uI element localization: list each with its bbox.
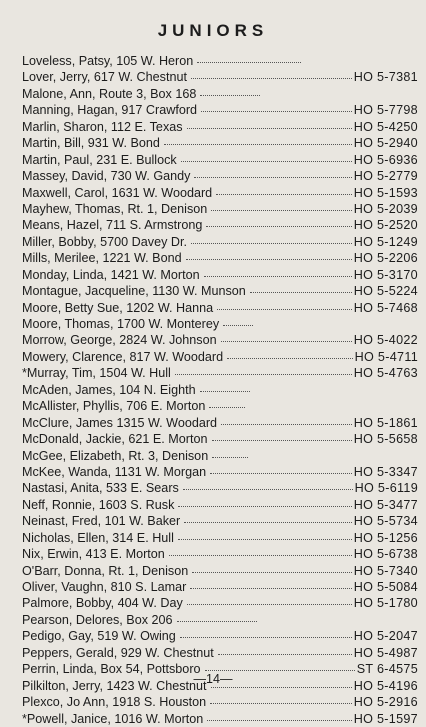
student-name-address: Pedigo, Gay, 519 W. Owing xyxy=(22,629,176,644)
phone-number: HO 5-4763 xyxy=(353,366,418,381)
phone-number: HO 5-7340 xyxy=(353,563,418,578)
dot-leader xyxy=(212,456,248,458)
student-name-address: *Powell, Janice, 1016 W. Morton xyxy=(22,711,204,726)
dot-leader xyxy=(212,439,352,441)
list-item xyxy=(22,546,418,562)
student-name-address: Loveless, Patsy, 105 W. Heron xyxy=(22,54,194,68)
student-name-address: *Murray, Tim, 1504 W. Hull xyxy=(22,366,171,381)
list-item xyxy=(22,283,418,299)
list-item xyxy=(22,365,418,381)
student-name-address: Miller, Bobby, 5700 Davey Dr. xyxy=(22,234,187,249)
list-item xyxy=(22,694,418,710)
student-name-address: Pilkilton, Jerry, 1423 W. Chestnut xyxy=(22,678,207,693)
student-name-address: Montague, Jacqueline, 1130 W. Munson xyxy=(22,284,246,299)
student-name-address: Palmore, Bobby, 404 W. Day xyxy=(22,596,183,611)
dot-leader xyxy=(183,488,353,490)
list-item xyxy=(22,480,418,496)
student-name-address: McKee, Wanda, 1131 W. Morgan xyxy=(22,464,207,479)
dot-leader xyxy=(221,423,352,425)
dot-leader xyxy=(197,61,301,63)
student-name-address: McGee, Elizabeth, Rt. 3, Denison xyxy=(22,448,209,463)
list-item xyxy=(22,217,418,233)
phone-number: HO 5-1249 xyxy=(353,234,418,249)
page-number: —14— xyxy=(193,672,233,686)
phone-number: HO 5-6738 xyxy=(353,547,418,562)
dot-leader xyxy=(250,291,352,293)
phone-number: HO 5-1593 xyxy=(353,185,418,200)
student-name-address: Neinast, Fred, 101 W. Baker xyxy=(22,514,181,529)
dot-leader xyxy=(192,571,351,573)
list-item xyxy=(22,579,418,595)
list-item xyxy=(22,135,418,151)
dot-leader xyxy=(217,308,352,310)
student-name-address: Mowery, Clarence, 817 W. Woodard xyxy=(22,349,224,364)
phone-number: HO 5-7468 xyxy=(353,300,418,315)
phone-number: HO 5-3170 xyxy=(353,267,418,282)
phone-number: HO 5-2916 xyxy=(353,695,418,710)
dot-leader xyxy=(204,275,352,277)
phone-number: HO 5-7381 xyxy=(353,70,418,85)
student-name-address: McClure, James 1315 W. Woodard xyxy=(22,415,218,430)
student-name-address: Means, Hazel, 711 S. Armstrong xyxy=(22,218,203,233)
list-item xyxy=(22,102,418,118)
dot-leader xyxy=(169,554,352,556)
student-name-address: O'Barr, Donna, Rt. 1, Denison xyxy=(22,563,189,578)
phone-number: HO 5-4196 xyxy=(353,678,418,693)
list-item xyxy=(22,563,418,579)
student-name-address: Plexco, Jo Ann, 1918 S. Houston xyxy=(22,695,207,710)
list-item xyxy=(22,645,418,661)
dot-leader xyxy=(180,636,352,638)
dot-leader xyxy=(200,94,260,96)
phone-number: HO 5-1861 xyxy=(353,415,418,430)
list-item xyxy=(22,431,418,447)
phone-number: HO 5-5658 xyxy=(353,432,418,447)
list-item xyxy=(22,513,418,529)
phone-number: HO 5-2940 xyxy=(353,136,418,151)
student-name-address: Peppers, Gerald, 929 W. Chestnut xyxy=(22,645,214,660)
list-item xyxy=(22,185,418,201)
dot-leader xyxy=(216,193,352,195)
list-item xyxy=(22,250,418,266)
phone-number: HO 5-5734 xyxy=(353,514,418,529)
student-name-address: Oliver, Vaughn, 810 S. Lamar xyxy=(22,580,187,594)
dot-leader xyxy=(207,719,351,721)
dot-leader xyxy=(211,209,351,211)
list-item xyxy=(22,316,418,332)
student-name-address: Manning, Hagan, 917 Crawford xyxy=(22,103,198,118)
phone-number: HO 5-2779 xyxy=(353,169,418,184)
dot-leader xyxy=(201,110,352,112)
phone-number: HO 5-5084 xyxy=(353,580,418,594)
phone-number: HO 5-2520 xyxy=(353,218,418,233)
student-name-address: Nastasi, Anita, 533 E. Sears xyxy=(22,481,179,496)
student-name-address: McDonald, Jackie, 621 E. Morton xyxy=(22,432,208,447)
phone-number: HO 5-6119 xyxy=(354,481,418,496)
list-item xyxy=(22,349,418,365)
phone-number: HO 5-2047 xyxy=(353,629,418,644)
phone-number: HO 5-1256 xyxy=(353,530,418,545)
dot-leader xyxy=(175,373,352,375)
list-item xyxy=(22,530,418,546)
section-heading: JUNIORS xyxy=(157,21,269,40)
phone-number: HO 5-4711 xyxy=(354,349,418,364)
list-item xyxy=(22,267,418,283)
list-item xyxy=(22,382,418,398)
student-name-address: Pearson, Delores, Box 206 xyxy=(22,612,173,627)
list-item xyxy=(22,201,418,217)
student-name-address: Malone, Ann, Route 3, Box 168 xyxy=(22,86,197,101)
dot-leader xyxy=(164,143,352,145)
student-name-address: Lover, Jerry, 617 W. Chestnut xyxy=(22,70,187,85)
list-item xyxy=(22,448,418,464)
dot-leader xyxy=(187,127,352,129)
student-name-address: McAden, James, 104 N. Eighth xyxy=(22,382,196,397)
list-item xyxy=(22,332,418,348)
list-item xyxy=(22,711,418,727)
dot-leader xyxy=(191,242,352,244)
dot-leader xyxy=(181,160,352,162)
phone-number: ST 6-4575 xyxy=(356,662,418,677)
phone-number: HO 5-2206 xyxy=(353,251,418,266)
student-name-address: Monday, Linda, 1421 W. Morton xyxy=(22,267,200,282)
student-list xyxy=(22,53,418,727)
student-name-address: McAllister, Phyllis, 706 E. Morton xyxy=(22,399,206,414)
phone-number: HO 5-1780 xyxy=(353,596,418,611)
dot-leader xyxy=(227,357,353,359)
list-item xyxy=(22,398,418,414)
student-name-address: Marlin, Sharon, 112 E. Texas xyxy=(22,119,183,134)
dot-leader xyxy=(206,225,351,227)
dot-leader xyxy=(178,505,351,507)
dot-leader xyxy=(186,258,352,260)
list-item xyxy=(22,595,418,611)
student-name-address: Martin, Bill, 931 W. Bond xyxy=(22,136,160,151)
student-name-address: Mayhew, Thomas, Rt. 1, Denison xyxy=(22,201,208,216)
dot-leader xyxy=(210,472,352,474)
dot-leader xyxy=(218,653,352,655)
phone-number: HO 5-2039 xyxy=(353,201,418,216)
dot-leader xyxy=(177,620,257,622)
student-name-address: Perrin, Linda, Box 54, Pottsboro xyxy=(22,662,201,677)
phone-number: HO 5-3347 xyxy=(353,464,418,479)
student-name-address: Neff, Ronnie, 1603 S. Rusk xyxy=(22,497,175,512)
student-name-address: Maxwell, Carol, 1631 W. Woodard xyxy=(22,185,213,200)
student-name-address: Massey, David, 730 W. Gandy xyxy=(22,169,191,184)
dot-leader xyxy=(187,603,352,605)
dot-leader xyxy=(209,406,245,408)
list-item xyxy=(22,168,418,184)
dot-leader xyxy=(190,587,351,589)
dot-leader xyxy=(184,521,351,523)
list-item xyxy=(22,612,418,628)
list-item xyxy=(22,86,418,102)
list-item xyxy=(22,464,418,480)
list-item xyxy=(22,234,418,250)
list-item xyxy=(22,628,418,644)
phone-number: HO 5-6936 xyxy=(353,152,418,167)
dot-leader xyxy=(223,324,253,326)
dot-leader xyxy=(194,176,351,178)
dot-leader xyxy=(191,77,352,79)
phone-number: HO 5-4987 xyxy=(353,645,418,660)
phone-number: HO 5-3477 xyxy=(353,497,418,512)
student-name-address: Martin, Paul, 231 E. Bullock xyxy=(22,152,177,167)
student-name-address: Moore, Betty Sue, 1202 W. Hanna xyxy=(22,300,214,315)
dot-leader xyxy=(210,702,352,704)
phone-number: HO 5-4022 xyxy=(353,333,418,348)
phone-number: HO 5-7798 xyxy=(353,103,418,118)
dot-leader xyxy=(178,538,352,540)
student-name-address: Moore, Thomas, 1700 W. Monterey xyxy=(22,317,220,331)
list-item xyxy=(22,69,418,85)
phone-number: HO 5-1597 xyxy=(353,711,418,726)
student-name-address: Nicholas, Ellen, 314 E. Hull xyxy=(22,530,174,545)
student-name-address: Mills, Merilee, 1221 W. Bond xyxy=(22,251,182,266)
list-item xyxy=(22,119,418,135)
dot-leader xyxy=(200,390,250,392)
list-item xyxy=(22,300,418,316)
phone-number: HO 5-5224 xyxy=(353,284,418,299)
student-name-address: Morrow, George, 2824 W. Johnson xyxy=(22,333,217,348)
student-name-address: Nix, Erwin, 413 E. Morton xyxy=(22,547,165,562)
list-item xyxy=(22,497,418,513)
phone-number: HO 5-4250 xyxy=(353,119,418,134)
dot-leader xyxy=(221,340,352,342)
list-item xyxy=(22,152,418,168)
list-item xyxy=(22,415,418,431)
list-item xyxy=(22,53,418,69)
